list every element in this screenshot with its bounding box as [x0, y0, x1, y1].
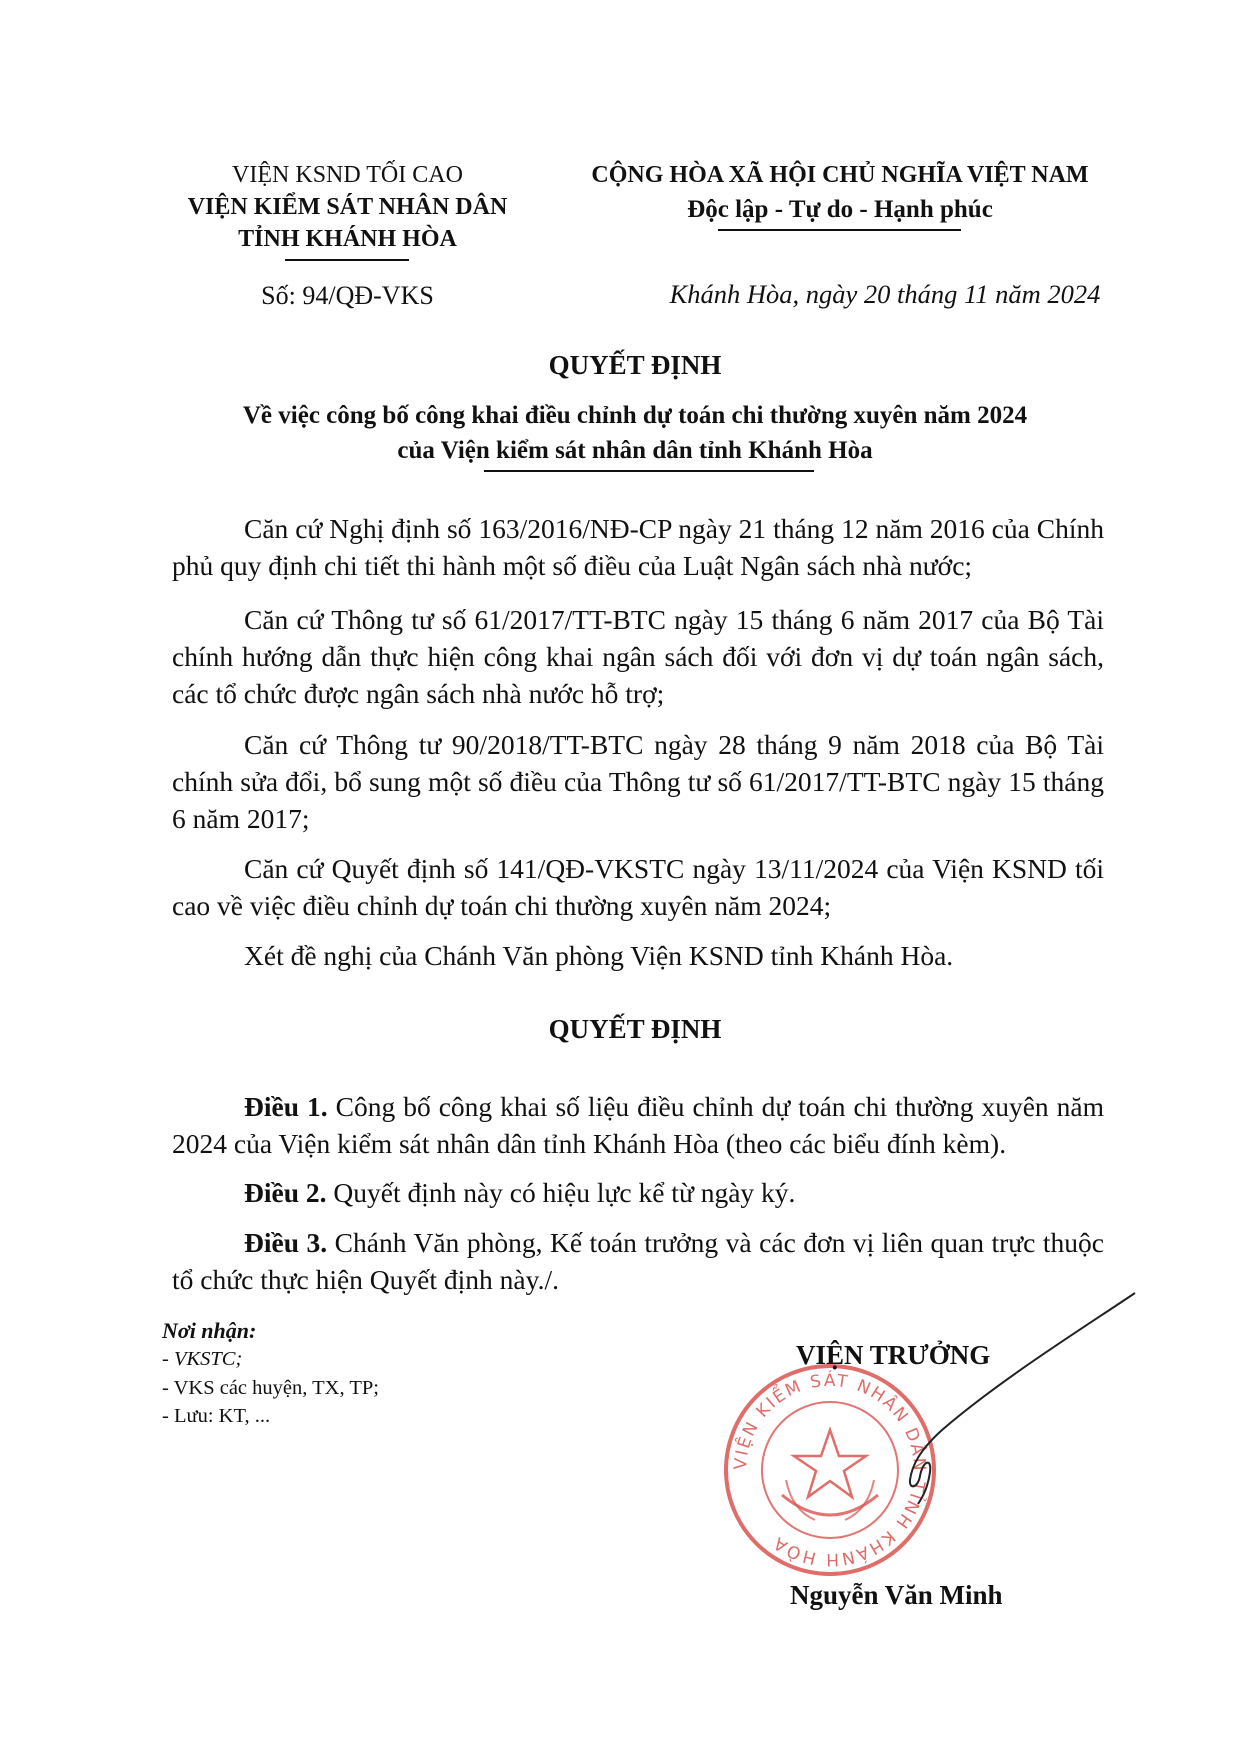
agency-name: VIỆN KIỂM SÁT NHÂN DÂN [187, 194, 508, 220]
recipient-item: - VKS các huyện, TX, TP; [162, 1377, 379, 1399]
signer-title: VIỆN TRƯỞNG [796, 1340, 991, 1370]
recipients-label: Nơi nhận: [162, 1318, 257, 1343]
article-1 [172, 1088, 1104, 1162]
basis-paragraph: Căn cứ Nghị định số 163/2016/NĐ-CP ngày 21 tháng 12 năm 2016 của Chính phủ quy định chi tiết thi hành một số điều của Luật Ngân sách nhà nước; [172, 513, 1104, 581]
article-label: Điều 3. [244, 1227, 328, 1258]
nation-title: CỘNG HÒA XÃ HỘI CHỦ NGHĨA VIỆT NAM [591, 162, 1089, 188]
motto-underline [718, 229, 961, 231]
handwritten-signature [880, 1290, 1140, 1510]
article-label: Điều 1. [244, 1091, 328, 1122]
title-underline [484, 470, 814, 472]
article-label: Điều 2. [244, 1177, 327, 1208]
basis-paragraph: Căn cứ Thông tư số 61/2017/TT-BTC ngày 15 tháng 6 năm 2017 của Bộ Tài chính hướng dẫn thực hiện công khai ngân sách đối với đơn vị dự toán ngân sách, các tổ chức được ngân sách nhà nước hỗ trợ; [172, 604, 1104, 709]
article-3 [172, 1224, 1104, 1298]
place-date: Khánh Hòa, ngày 20 tháng 11 năm 2024 [669, 279, 1101, 309]
article-text: Công bố công khai số liệu điều chỉnh dự toán chi thường xuyên năm 2024 của Viện kiểm sát nhân dân tỉnh Khánh Hòa (theo các biểu đính kèm). [172, 1091, 1105, 1159]
decision-heading: QUYẾT ĐỊNH [548, 1014, 722, 1044]
agency-province: TỈNH KHÁNH HÒA [238, 226, 457, 252]
page-title: QUYẾT ĐỊNH [548, 350, 722, 380]
header-left-underline [285, 259, 409, 261]
basis-paragraph: Xét đề nghị của Chánh Văn phòng Viện KSND tỉnh Khánh Hòa. [244, 940, 954, 971]
star-icon [794, 1430, 866, 1497]
signer-name: Nguyễn Văn Minh [790, 1580, 1003, 1610]
seal-text: VIỆN KIỂM SÁT NHÂN DÂN TỈNH KHÁNH HÒA [730, 1370, 930, 1570]
basis-paragraph: Căn cứ Thông tư 90/2018/TT-BTC ngày 28 tháng 9 năm 2018 của Bộ Tài chính sửa đổi, bổ sung một số điều của Thông tư số 61/2017/TT-BTC ngày 15 tháng 6 năm 2017; [172, 729, 1104, 834]
recipient-item: - VKSTC; [162, 1348, 243, 1370]
article-text: Quyết định này có hiệu lực kể từ ngày ký. [326, 1177, 796, 1208]
doc-number: Số: 94/QĐ-VKS [261, 281, 434, 310]
subject-line-2: của Viện kiểm sát nhân dân tỉnh Khánh Hòa [397, 437, 873, 464]
recipient-item: - Lưu: KT, ... [162, 1405, 271, 1427]
national-motto: Độc lập - Tự do - Hạnh phúc [687, 196, 993, 223]
article-2 [172, 1174, 1104, 1211]
basis-paragraph: Căn cứ Quyết định số 141/QĐ-VKSTC ngày 13/11/2024 của Viện KSND tối cao về việc điều chỉnh dự toán chi thường xuyên năm 2024; [172, 853, 1104, 921]
subject-line-1: Về việc công bố công khai điều chỉnh dự toán chi thường xuyên năm 2024 [242, 402, 1028, 429]
agency-parent: VIỆN KSND TỐI CAO [232, 162, 463, 188]
article-text: Chánh Văn phòng, Kế toán trưởng và các đơn vị liên quan trực thuộc tổ chức thực hiện Quyết định này./. [172, 1227, 1105, 1295]
